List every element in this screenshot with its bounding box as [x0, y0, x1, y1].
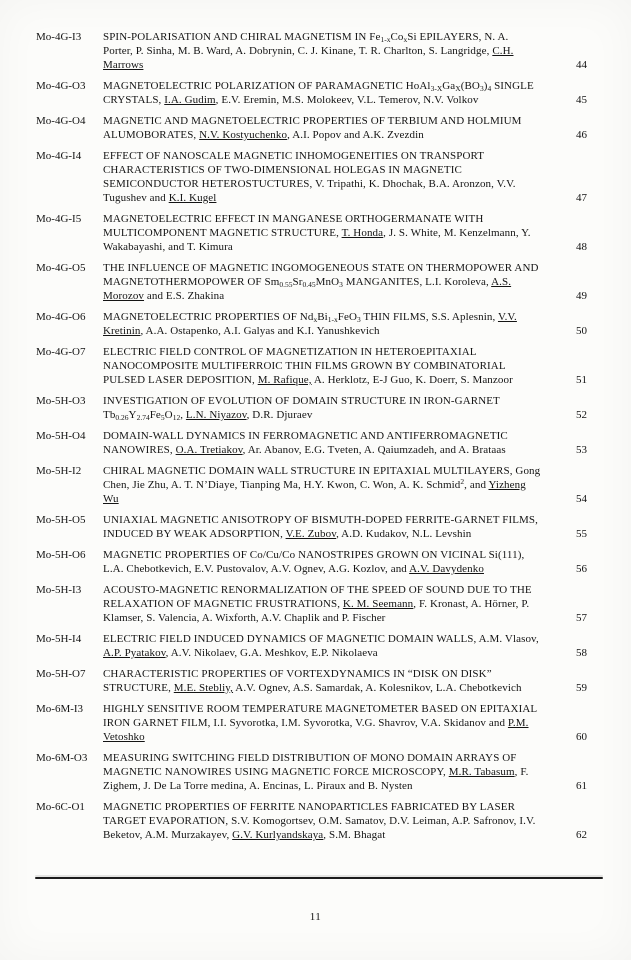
underlined-author: P.M. Vetoshko — [103, 717, 529, 743]
title-text: , A.A. Ostapenko, A.I. Galyas and K.I. Yanushkevich — [140, 325, 380, 337]
underlined-author: A.V. Davydenko — [409, 563, 484, 575]
title-text: (BO — [460, 80, 480, 92]
title-text: Fe — [149, 409, 161, 421]
title-text: A.V. Ognev, A.S. Samardak, A. Kolesnikov, L.A. Chebotkevich — [233, 682, 522, 694]
title-text: , F. Zighem, J. De La Torre medina, A. Encinas, L. Piraux and B. Nysten — [103, 766, 529, 792]
page-number-ref: 61 — [576, 780, 587, 792]
chemical-subscript: 3 — [357, 315, 361, 324]
chemical-subscript: 12 — [172, 413, 181, 422]
session-code: Mo-4G-O4 — [36, 115, 86, 127]
page-number-ref: 54 — [576, 493, 587, 505]
title-text: INVESTIGATION OF EVOLUTION OF DOMAIN STRUCTURE IN IRON-GARNET Tb — [103, 395, 500, 421]
title-text: Co — [390, 31, 404, 43]
chemical-subscript: x — [313, 315, 318, 324]
title-text: SPIN-POLARISATION AND CHIRAL MAGNETISM IN Fe — [103, 31, 381, 43]
title-text: MEASURING SWITCHING FIELD DISTRIBUTION OF MONO DOMAIN ARRAYS OF MAGNETIC NANOWIRES USING MAGNETIC FORCE MICROSCOPY, — [103, 752, 517, 778]
toc-entry — [36, 261, 587, 303]
entry-title — [103, 261, 547, 303]
title-text: , F. Kronast, A. Hörner, P. Klamser, S. Valencia, A. Wixforth, A.V. Chaplik and P. Fischer — [103, 598, 530, 624]
underlined-author: V.V. Kretinin — [103, 311, 517, 337]
session-code: Mo-4G-O3 — [36, 80, 86, 92]
underlined-author: A.S. Morozov — [103, 276, 512, 302]
session-code: Mo-4G-O7 — [36, 346, 86, 358]
toc-entry — [36, 30, 587, 72]
underlined-author: A.P. Pyatakov — [103, 647, 166, 659]
title-text: , A.I. Popov and A.K. Zvezdin — [287, 129, 424, 141]
underlined-author: O.A. Tretiakov — [175, 444, 243, 456]
title-text: CHARACTERISTIC PROPERTIES OF VORTEXDYNAMICS IN “DISK ON DISK” STRUCTURE, — [103, 668, 492, 694]
superscript-marker: 2 — [460, 477, 465, 486]
underlined-author: V.E. Zubov — [285, 528, 337, 540]
toc-entry — [36, 345, 587, 387]
title-text: SINGLE CRYSTALS, — [103, 80, 534, 106]
title-text: ELECTRIC FIELD INDUCED DYNAMICS OF MAGNETIC DOMAIN WALLS, A.M. Vlasov, — [103, 633, 539, 645]
title-text: , E.V. Eremin, M.S. Molokeev, V.L. Temerov, N.V. Volkov — [215, 94, 479, 106]
entry-title — [103, 800, 547, 842]
underlined-author: G.V. Kurlyandskaya — [232, 829, 324, 841]
underlined-author: M.E. Stebliy, — [173, 682, 234, 694]
page-number-ref: 53 — [576, 444, 587, 456]
page-number-ref: 56 — [576, 563, 587, 575]
toc-entry — [36, 800, 587, 842]
footer-page-number: 11 — [309, 911, 322, 923]
entry-title — [103, 583, 547, 625]
session-code: Mo-4G-O5 — [36, 262, 86, 274]
chemical-subscript: 3 — [339, 280, 343, 289]
toc-entry — [36, 79, 587, 107]
entry-title — [103, 310, 547, 338]
title-text: Ga — [442, 80, 456, 92]
page-number-ref: 51 — [576, 374, 587, 386]
underlined-author: N.V. Kostyuchenko — [199, 129, 288, 141]
title-text: ELECTRIC FIELD CONTROL OF MAGNETIZATION IN HETEROEPITAXIAL NANOCOMPOSITE MULTIFERROIC THIN FILMS GROWN BY COMBINATORIAL PULSED LASER DEPOSITION, — [103, 346, 506, 386]
toc-entry — [36, 394, 587, 422]
title-text: ACOUSTO-MAGNETIC RENORMALIZATION OF THE SPEED OF SOUND DUE TO THE RELAXATION OF MAGNETIC FRUSTRATIONS, — [103, 584, 532, 610]
session-code: Mo-4G-I3 — [36, 31, 82, 43]
underlined-author: K. M. Seemann — [342, 598, 414, 610]
entry-title — [103, 149, 547, 205]
title-text: MnO — [315, 276, 340, 288]
title-text: HIGHLY SENSITIVE ROOM TEMPERATURE MAGNETOMETER BASED ON EPITAXIAL IRON GARNET FILM, I.I. Syvorotka, I.M. Syvorotka, V.G. Shavrov, V.A. Skidanov and — [103, 703, 537, 729]
chemical-subscript: x — [403, 35, 408, 44]
title-text: O — [164, 409, 173, 421]
page-number-ref: 60 — [576, 731, 587, 743]
page-number-ref: 55 — [576, 528, 587, 540]
title-text: , A.D. Kudakov, N.L. Levshin — [336, 528, 472, 540]
title-text: Y — [128, 409, 137, 421]
title-text: EFFECT OF NANOSCALE MAGNETIC INHOMOGENEITIES ON TRANSPORT CHARACTERISTICS OF TWO-DIMENSIONAL HOLEGAS IN MAGNETIC SEMICONDUCTOR HETEROSTUCTURES, V. Tripathi, K. Dhochak, B.A. Aronzon, V.V. Tugushev and — [103, 150, 516, 204]
entry-title — [103, 751, 547, 793]
entry-title — [103, 114, 547, 142]
toc-entry — [36, 548, 587, 576]
entry-title — [103, 667, 547, 695]
toc-entry — [36, 632, 587, 660]
session-code: Mo-5H-I2 — [36, 465, 82, 477]
session-code: Mo-5H-O4 — [36, 430, 86, 442]
title-text: MAGNETOELECTRIC POLARIZATION OF PARAMAGNETIC HoAl — [103, 80, 431, 92]
entry-title — [103, 548, 547, 576]
entry-title — [103, 632, 547, 660]
title-text: , and — [464, 479, 489, 491]
toc-entry — [36, 667, 587, 695]
entry-title — [103, 429, 547, 457]
entry-title — [103, 513, 547, 541]
underlined-author: C.H. Marrows — [103, 45, 514, 71]
toc-entry — [36, 310, 587, 338]
title-text: DOMAIN-WALL DYNAMICS IN FERROMAGNETIC AND ANTIFERROMAGNETIC NANOWIRES, — [103, 430, 508, 456]
page-number-ref: 50 — [576, 325, 587, 337]
title-text: , J. S. White, M. Kenzelmann, Y. Wakabayashi, and T. Kimura — [103, 227, 531, 253]
underlined-author: M. Rafique, — [257, 374, 312, 386]
chemical-subscript: 4 — [487, 84, 492, 93]
session-code: Mo-5H-I3 — [36, 584, 82, 596]
chemical-subscript: 2.74 — [136, 413, 150, 422]
title-text: UNIAXIAL MAGNETIC ANISOTROPY OF BISMUTH-DOPED FERRITE-GARNET FILMS, INDUCED BY WEAK ADSORPTION, — [103, 514, 538, 540]
page-number-ref: 48 — [576, 241, 587, 253]
underlined-author: L.N. Niyazov — [185, 409, 247, 421]
page-number-ref: 45 — [576, 94, 587, 106]
chemical-subscript: 3 — [479, 84, 484, 93]
session-code: Mo-5H-O6 — [36, 549, 86, 561]
page-number-ref: 46 — [576, 129, 587, 141]
entry-title — [103, 79, 547, 107]
underlined-author: Yizheng Wu — [103, 479, 526, 505]
entry-title — [103, 30, 547, 72]
toc-entry — [36, 114, 587, 142]
title-text: FeO — [337, 311, 358, 323]
title-text: THE INFLUENCE OF MAGNETIC INGOMOGENEOUS STATE ON THERMOPOWER AND MAGNETOTHERMOPOWER OF Sm — [103, 262, 539, 288]
title-text: , Ar. Abanov, E.G. Tveten, A. Qaiumzadeh, and A. Brataas — [242, 444, 506, 456]
title-text: , S.M. Bhagat — [323, 829, 386, 841]
page-number-ref: 62 — [576, 829, 587, 841]
title-text: MAGNETIC PROPERTIES OF FERRITE NANOPARTICLES FABRICATED BY LASER TARGET EVAPORATION, S.V. Komogortsev, O.M. Samatov, D.V. Leiman, A.P. Safronov, I.V. Beketov, A.M. Murzakayev, — [103, 801, 536, 841]
underlined-author: I.A. Gudim — [164, 94, 216, 106]
entry-title — [103, 702, 547, 744]
entry-title — [103, 212, 547, 254]
chemical-subscript: 3-X — [430, 84, 443, 93]
chemical-subscript: 0.26 — [115, 413, 129, 422]
chemical-subscript: 0.55 — [279, 280, 293, 289]
title-text: , A.V. Nikolaev, G.A. Meshkov, E.P. Nikolaeva — [165, 647, 378, 659]
toc-list — [36, 30, 587, 849]
chemical-subscript: 0.45 — [302, 280, 316, 289]
session-code: Mo-5H-I4 — [36, 633, 82, 645]
chemical-subscript: 1-x — [380, 35, 391, 44]
title-text: MAGNETOELECTRIC PROPERTIES OF Nd — [103, 311, 314, 323]
entry-title — [103, 464, 547, 506]
title-text: CHIRAL MAGNETIC DOMAIN WALL STRUCTURE IN EPITAXIAL MULTILAYERS, Gong Chen, Jie Zhu, A. T. N’Diaye, Tianping Ma, H.Y. Kwon, C. Won, A. K. Schmid — [103, 465, 541, 491]
underlined-author: K.I. Kugel — [168, 192, 217, 204]
session-code: Mo-6M-I3 — [36, 703, 84, 715]
entry-title — [103, 394, 547, 422]
title-text: ) — [483, 80, 488, 92]
session-code: Mo-4G-O6 — [36, 311, 86, 323]
title-text: Bi — [317, 311, 328, 323]
toc-entry — [36, 583, 587, 625]
title-text: and E.S. Zhakina — [144, 290, 225, 302]
session-code: Mo-6C-O1 — [36, 801, 85, 813]
entry-title — [103, 345, 547, 387]
toc-entry — [36, 429, 587, 457]
page-number-ref: 49 — [576, 290, 587, 302]
session-code: Mo-5H-O5 — [36, 514, 86, 526]
toc-entry — [36, 513, 587, 541]
toc-entry — [36, 212, 587, 254]
title-text: MAGNETOELECTRIC EFFECT IN MANGANESE ORTHOGERMANATE WITH MULTICOMPONENT MAGNETIC STRUCTURE, — [103, 213, 484, 239]
chemical-subscript: X — [455, 84, 461, 93]
title-text: MAGNETIC AND MAGNETOELECTRIC PROPERTIES OF TERBIUM AND HOLMIUM ALUMOBORATES, — [103, 115, 522, 141]
page-number-ref: 57 — [576, 612, 587, 624]
session-code: Mo-6M-O3 — [36, 752, 88, 764]
chemical-subscript: 1-x — [327, 315, 338, 324]
title-text: MANGANITES, L.I. Koroleva, — [342, 276, 492, 288]
session-code: Mo-5H-O3 — [36, 395, 86, 407]
page-number-ref: 59 — [576, 682, 587, 694]
title-text: Sr — [292, 276, 303, 288]
underlined-author: M.R. Tabasum — [448, 766, 515, 778]
footer-rule — [35, 877, 603, 879]
page-number-ref: 52 — [576, 409, 587, 421]
session-code: Mo-5H-O7 — [36, 668, 86, 680]
underlined-author: T. Honda — [341, 227, 384, 239]
title-text: MAGNETIC PROPERTIES OF Co/Cu/Co NANOSTRIPES GROWN ON VICINAL Si(111), L.A. Chebotkevich, E.V. Pustovalov, A.V. Ognev, A.G. Kozlov, and — [103, 549, 525, 575]
toc-entry — [36, 149, 587, 205]
session-code: Mo-4G-I5 — [36, 213, 82, 225]
chemical-subscript: 5 — [160, 413, 165, 422]
toc-entry — [36, 702, 587, 744]
page-number-ref: 47 — [576, 192, 587, 204]
title-text: THIN FILMS, S.S. Aplesnin, — [360, 311, 498, 323]
title-text: , — [180, 409, 186, 421]
toc-entry — [36, 751, 587, 793]
session-code: Mo-4G-I4 — [36, 150, 82, 162]
title-text: , D.R. Djuraev — [246, 409, 313, 421]
toc-entry — [36, 464, 587, 506]
title-text: Si EPILAYERS, N. A. Porter, P. Sinha, M. B. Ward, A. Dobrynin, C. J. Kinane, T. R. Charlton, S. Langridge, — [103, 31, 509, 57]
page-number-ref: 58 — [576, 647, 587, 659]
title-text: A. Herklotz, E-J Guo, K. Doerr, S. Manzoor — [311, 374, 513, 386]
page-number-ref: 44 — [576, 59, 587, 71]
